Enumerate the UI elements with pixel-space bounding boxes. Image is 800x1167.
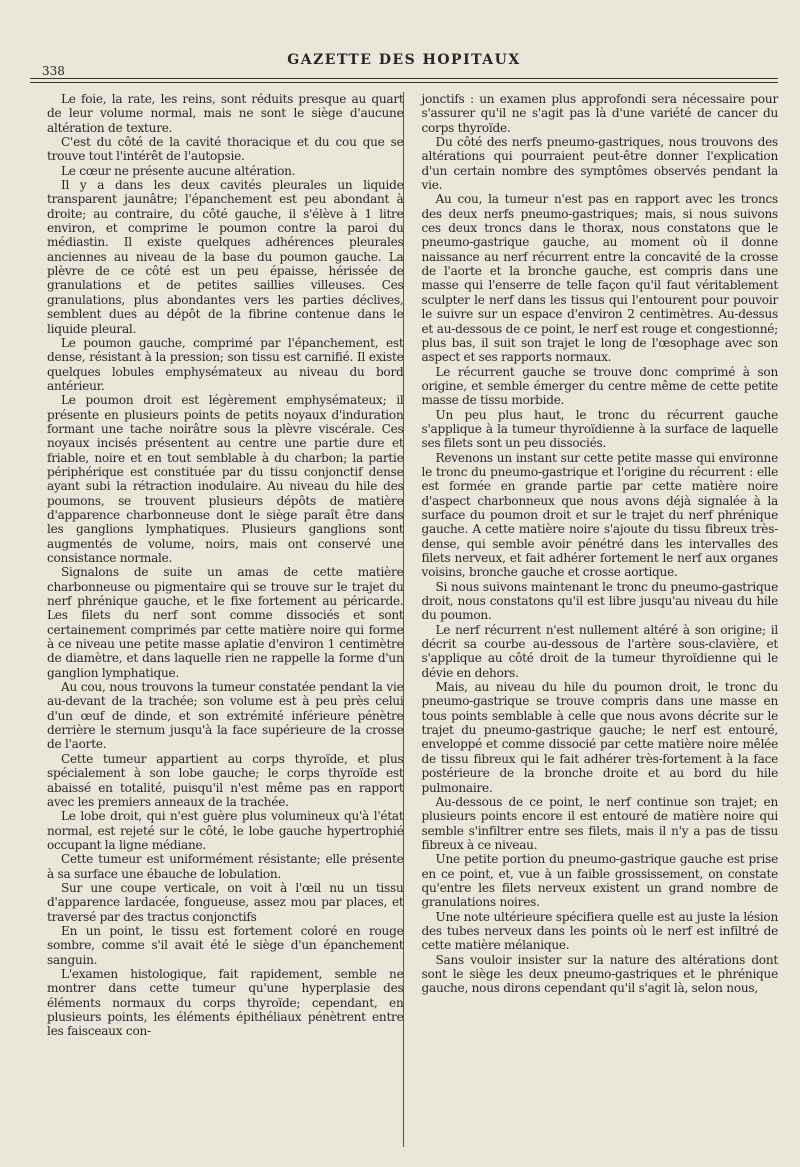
page-number: 338 (42, 64, 65, 78)
paragraph: L'examen histologique, fait rapidement, semble ne montrer dans cette tumeur qu'une hyperplasie des éléments normaux du corps thyroïde; cependant, en plusieurs points, les éléments épithéliaux pénètrent entre les faisceaux con- (47, 966, 404, 1039)
paragraph: En un point, le tissu est fortement coloré en rouge sombre, comme s'il avait été le siège d'un épanchement sanguin. (47, 923, 404, 967)
paragraph: Revenons un instant sur cette petite masse qui environne le tronc du pneumo-gastrique et l'origine du récurrent : elle est formée en grande partie par cette matière noire d'aspect charbonneux que nous avons déjà signalée à la surface du poumon droit et sur le trajet du nerf phrénique gauche. A cette matière noire s'ajoute du tissu fibreux très-dense, qui semble avoir pénétré dans les intervalles des filets nerveux, et fait adhérer fortement le nerf aux organes voisins, bronche gauche et crosse aortique. (421, 450, 778, 580)
paragraph: Signalons de suite un amas de cette matière charbonneuse ou pigmentaire qui se trouve sur le trajet du nerf phrénique gauche, et le fixe fortement au péricarde. Les filets du nerf sont comme dissociés et sont certainement comprimés par cette matière noire qui forme à ce niveau une petite masse aplatie d'environ 1 centimètre de diamètre, et dans laquelle rien ne rappelle la forme d'un ganglion lymphatique. (47, 565, 404, 680)
paragraph: Un peu plus haut, le tronc du récurrent gauche s'applique à la tumeur thyroïdienne à la surface de laquelle ses filets sont un peu dissociés. (421, 407, 778, 451)
paragraph: Au cou, la tumeur n'est pas en rapport avec les troncs des deux nerfs pneumo-gastriques; mais, si nous suivons ces deux troncs dans le thorax, nous constatons que le pneumo-gastrique gauche, au moment où il donne naissance au nerf récurrent entre la concavité de la crosse de l'aorte et la bronche gauche, est compris dans une masse qui l'enserre de telle façon qu'il faut véritablement sculpter le nerf dans les tissus qui l'entourent pour pouvoir le suivre sur un espace d'environ 2 centimètres. Au-dessus et au-dessous de ce point, le nerf est rouge et congestionné; plus bas, il suit son trajet le long de l'œsophage avec son aspect et ses rapports normaux. (421, 192, 778, 365)
paragraph: Le foie, la rate, les reins, sont réduits presque au quart de leur volume normal, mais ne sont le siège d'aucune altération de texture. (47, 92, 404, 135)
paragraph: Du côté des nerfs pneumo-gastriques, nous trouvons des altérations qui pourraient peut-être donner l'explication d'un certain nombre des symptômes observés pendant la vie. (421, 135, 778, 193)
paragraph: Cette tumeur est uniformément résistante; elle présente à sa surface une ébauche de lobulation. (47, 852, 404, 881)
article-columns (47, 92, 778, 1155)
paragraph: C'est du côté de la cavité thoracique et du cou que se trouve tout l'intérêt de l'autopsie. (47, 135, 404, 164)
paragraph: Le cœur ne présente aucune altération. (61, 163, 296, 178)
paragraph: Le nerf récurrent n'est nullement altéré à son origine; il décrit sa courbe au-dessous de l'artère sous-clavière, et s'applique au côté droit de la tumeur thyroïdienne qui le dévie en dehors. (421, 622, 778, 680)
paragraph: Une petite portion du pneumo-gastrique gauche est prise en ce point, et, vue à un faible grossissement, on constate qu'entre les filets nerveux existent un grand nombre de granulations noires. (421, 852, 778, 910)
paragraph: Mais, au niveau du hile du poumon droit, le tronc du pneumo-gastrique se trouve compris dans une masse en tous points semblable à celle que nous avons décrite sur le trajet du pneumo-gastrique gauche; le nerf est entouré, enveloppé et comme dissocié par cette matière noire mêlée de tissu fibreux qui le fait adhérer très-fortement à la face postérieure de la bronche droite et au bord du hile pulmonaire. (421, 680, 778, 795)
paragraph: Au-dessous de ce point, le nerf continue son trajet; en plusieurs points encore il est entouré de matière noire qui semble s'infiltrer entre ses filets, mais il n'y a pas de tissu fibreux à ce niveau. (421, 794, 778, 852)
journal-title: GAZETTE DES HOPITAUX (287, 52, 521, 68)
paragraph: Une note ultérieure spécifiera quelle est au juste la lésion des tubes nerveux dans les points où le nerf est infiltré de cette matière mélanique. (421, 909, 778, 953)
paragraph: Le poumon gauche, comprimé par l'épanchement, est dense, résistant à la pression; son tissu est carnifié. Il existe quelques lobules emphysémateux au niveau du bord antérieur. (47, 335, 404, 393)
paragraph: Cette tumeur appartient au corps thyroïde, et plus spécialement à son lobe gauche; le corps thyroïde est abaissé en totalité, puisqu'il n'est même pas en rapport avec les premiers anneaux de la trachée. (47, 751, 404, 809)
page-header (30, 50, 778, 78)
header-rule-thick (30, 78, 778, 79)
paragraph: Sur une coupe verticale, on voit à l'œil nu un tissu d'apparence lardacée, fongueuse, assez mou par places, et traversé par des tractus conjonctifs (47, 880, 404, 924)
paragraph: Le récurrent gauche se trouve donc comprimé à son origine, et semble émerger du centre même de cette petite masse de tissu morbide. (421, 364, 778, 408)
right-column (422, 92, 779, 1155)
paragraph: Si nous suivons maintenant le tronc du pneumo-gastrique droit, nous constatons qu'il est libre jusqu'au niveau du hile du poumon. (421, 579, 778, 623)
paragraph: jonctifs : un examen plus approfondi sera nécessaire pour s'assurer qu'il ne s'agit pas là d'une variété de cancer du corps thyroïde. (421, 92, 778, 135)
header-rule-thin (30, 82, 778, 83)
paragraph: Le lobe droit, qui n'est guère plus volumineux qu'à l'état normal, est rejeté sur le côté, le lobe gauche hypertrophié occupant la ligne médiane. (47, 809, 404, 852)
paragraph: Au cou, nous trouvons la tumeur constatée pendant la vie au-devant de la trachée; son volume est à peu près celui d'un œuf de dinde, et son extrémité inférieure pénètre derrière le sternum jusqu'à la face supérieure de la crosse de l'aorte. (47, 680, 404, 752)
paragraph: Le poumon droit est légèrement emphysémateux; il présente en plusieurs points de petits noyaux d'induration formant une tache noirâtre sous la plèvre viscérale. Ces noyaux incisés présentent au centre une partie dure et friable, noire et en tout semblable à du charbon; la partie périphérique est constituée par du tissu conjonctif dense ayant subi la rétraction inodulaire. Au niveau du hile des poumons, se trouvent plusieurs dépôts de matière d'apparence charbonneuse dont le siège paraît être dans les ganglions lymphatiques. Plusieurs ganglions sont augmentés de volume, noirs, mais ont conservé une consistance normale. (47, 393, 404, 565)
paragraph: Sans vouloir insister sur la nature des altérations dont sont le siège les deux pneumo-gastriques et le phrénique gauche, nous dirons cependant qu'il s'agit là, selon nous, (421, 952, 778, 996)
paragraph: Il y a dans les deux cavités pleurales un liquide transparent jaunâtre; l'épanchement est peu abondant à droite; au contraire, du côté gauche, il s'élève à 1 litre environ, et comprime le poumon contre la paroi du médiastin. Il existe quelques adhérences pleurales anciennes au niveau de la base du poumon gauche. La plèvre de ce côté est un peu épaisse, hérissée de granulations et de petites saillies villeuses. Ces granulations, plus abondantes vers les parties déclives, semblent dues au dépôt de la fibrine contenue dans le liquide pleural. (47, 178, 404, 336)
left-column (47, 92, 404, 1155)
